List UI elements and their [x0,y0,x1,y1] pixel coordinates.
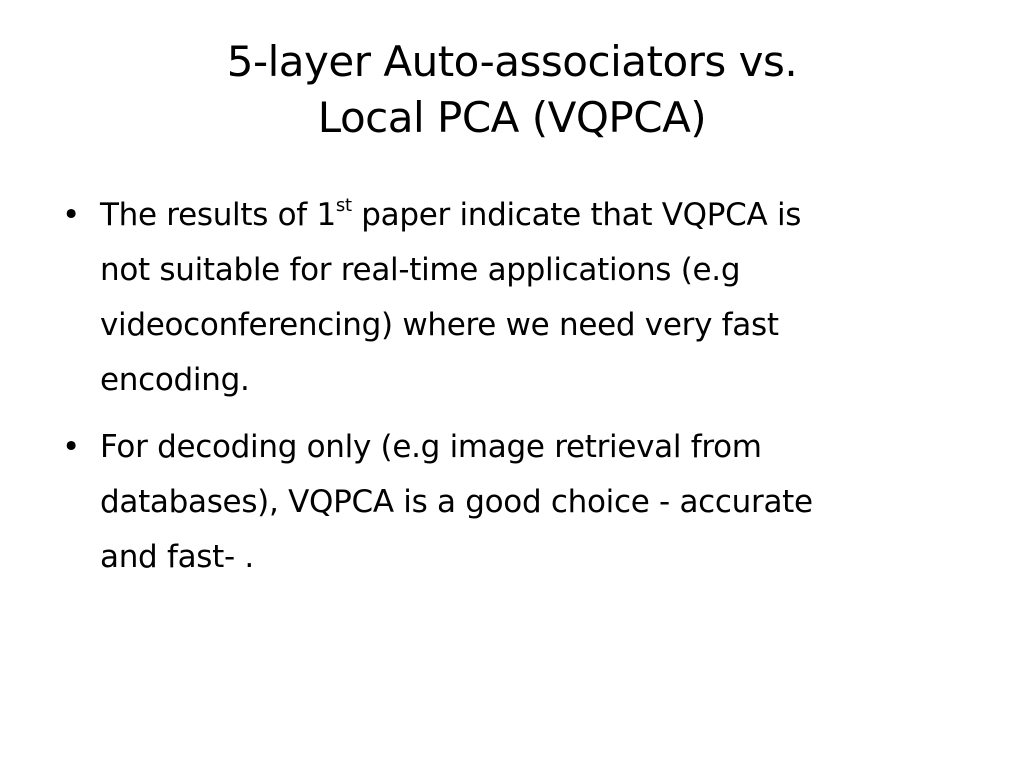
bullet-1-line-1-rest: paper indicate that VQPCA is [351,197,802,233]
bullet-item-1 [52,188,972,408]
bullet-2-line-1: For decoding only (e.g image retrieval from [100,429,762,465]
bullet-list [52,188,972,597]
bullet-1-line-4: encoding. [100,362,250,398]
bullet-1-line-2: not suitable for real-time applications (e.g [100,252,741,288]
bullet-2-line-2: databases), VQPCA is a good choice - accurate [100,484,813,520]
bullet-1-line-1-text: The results of 1 [100,197,336,233]
bullet-item-2 [52,420,972,585]
slide-title-line-2: Local PCA (VQPCA) [317,93,707,142]
bullet-dot-icon: • [62,429,80,465]
bullet-dot-icon: • [62,197,80,233]
slide-title-line-1: 5-layer Auto-associators vs. [226,37,798,86]
ordinal-superscript: st [335,195,352,216]
bullet-1-line-3: videoconferencing) where we need very fast [100,307,779,343]
bullet-2-line-3: and fast- . [100,539,254,575]
slide-title [80,34,944,146]
bullet-1-line-1 [100,188,972,243]
